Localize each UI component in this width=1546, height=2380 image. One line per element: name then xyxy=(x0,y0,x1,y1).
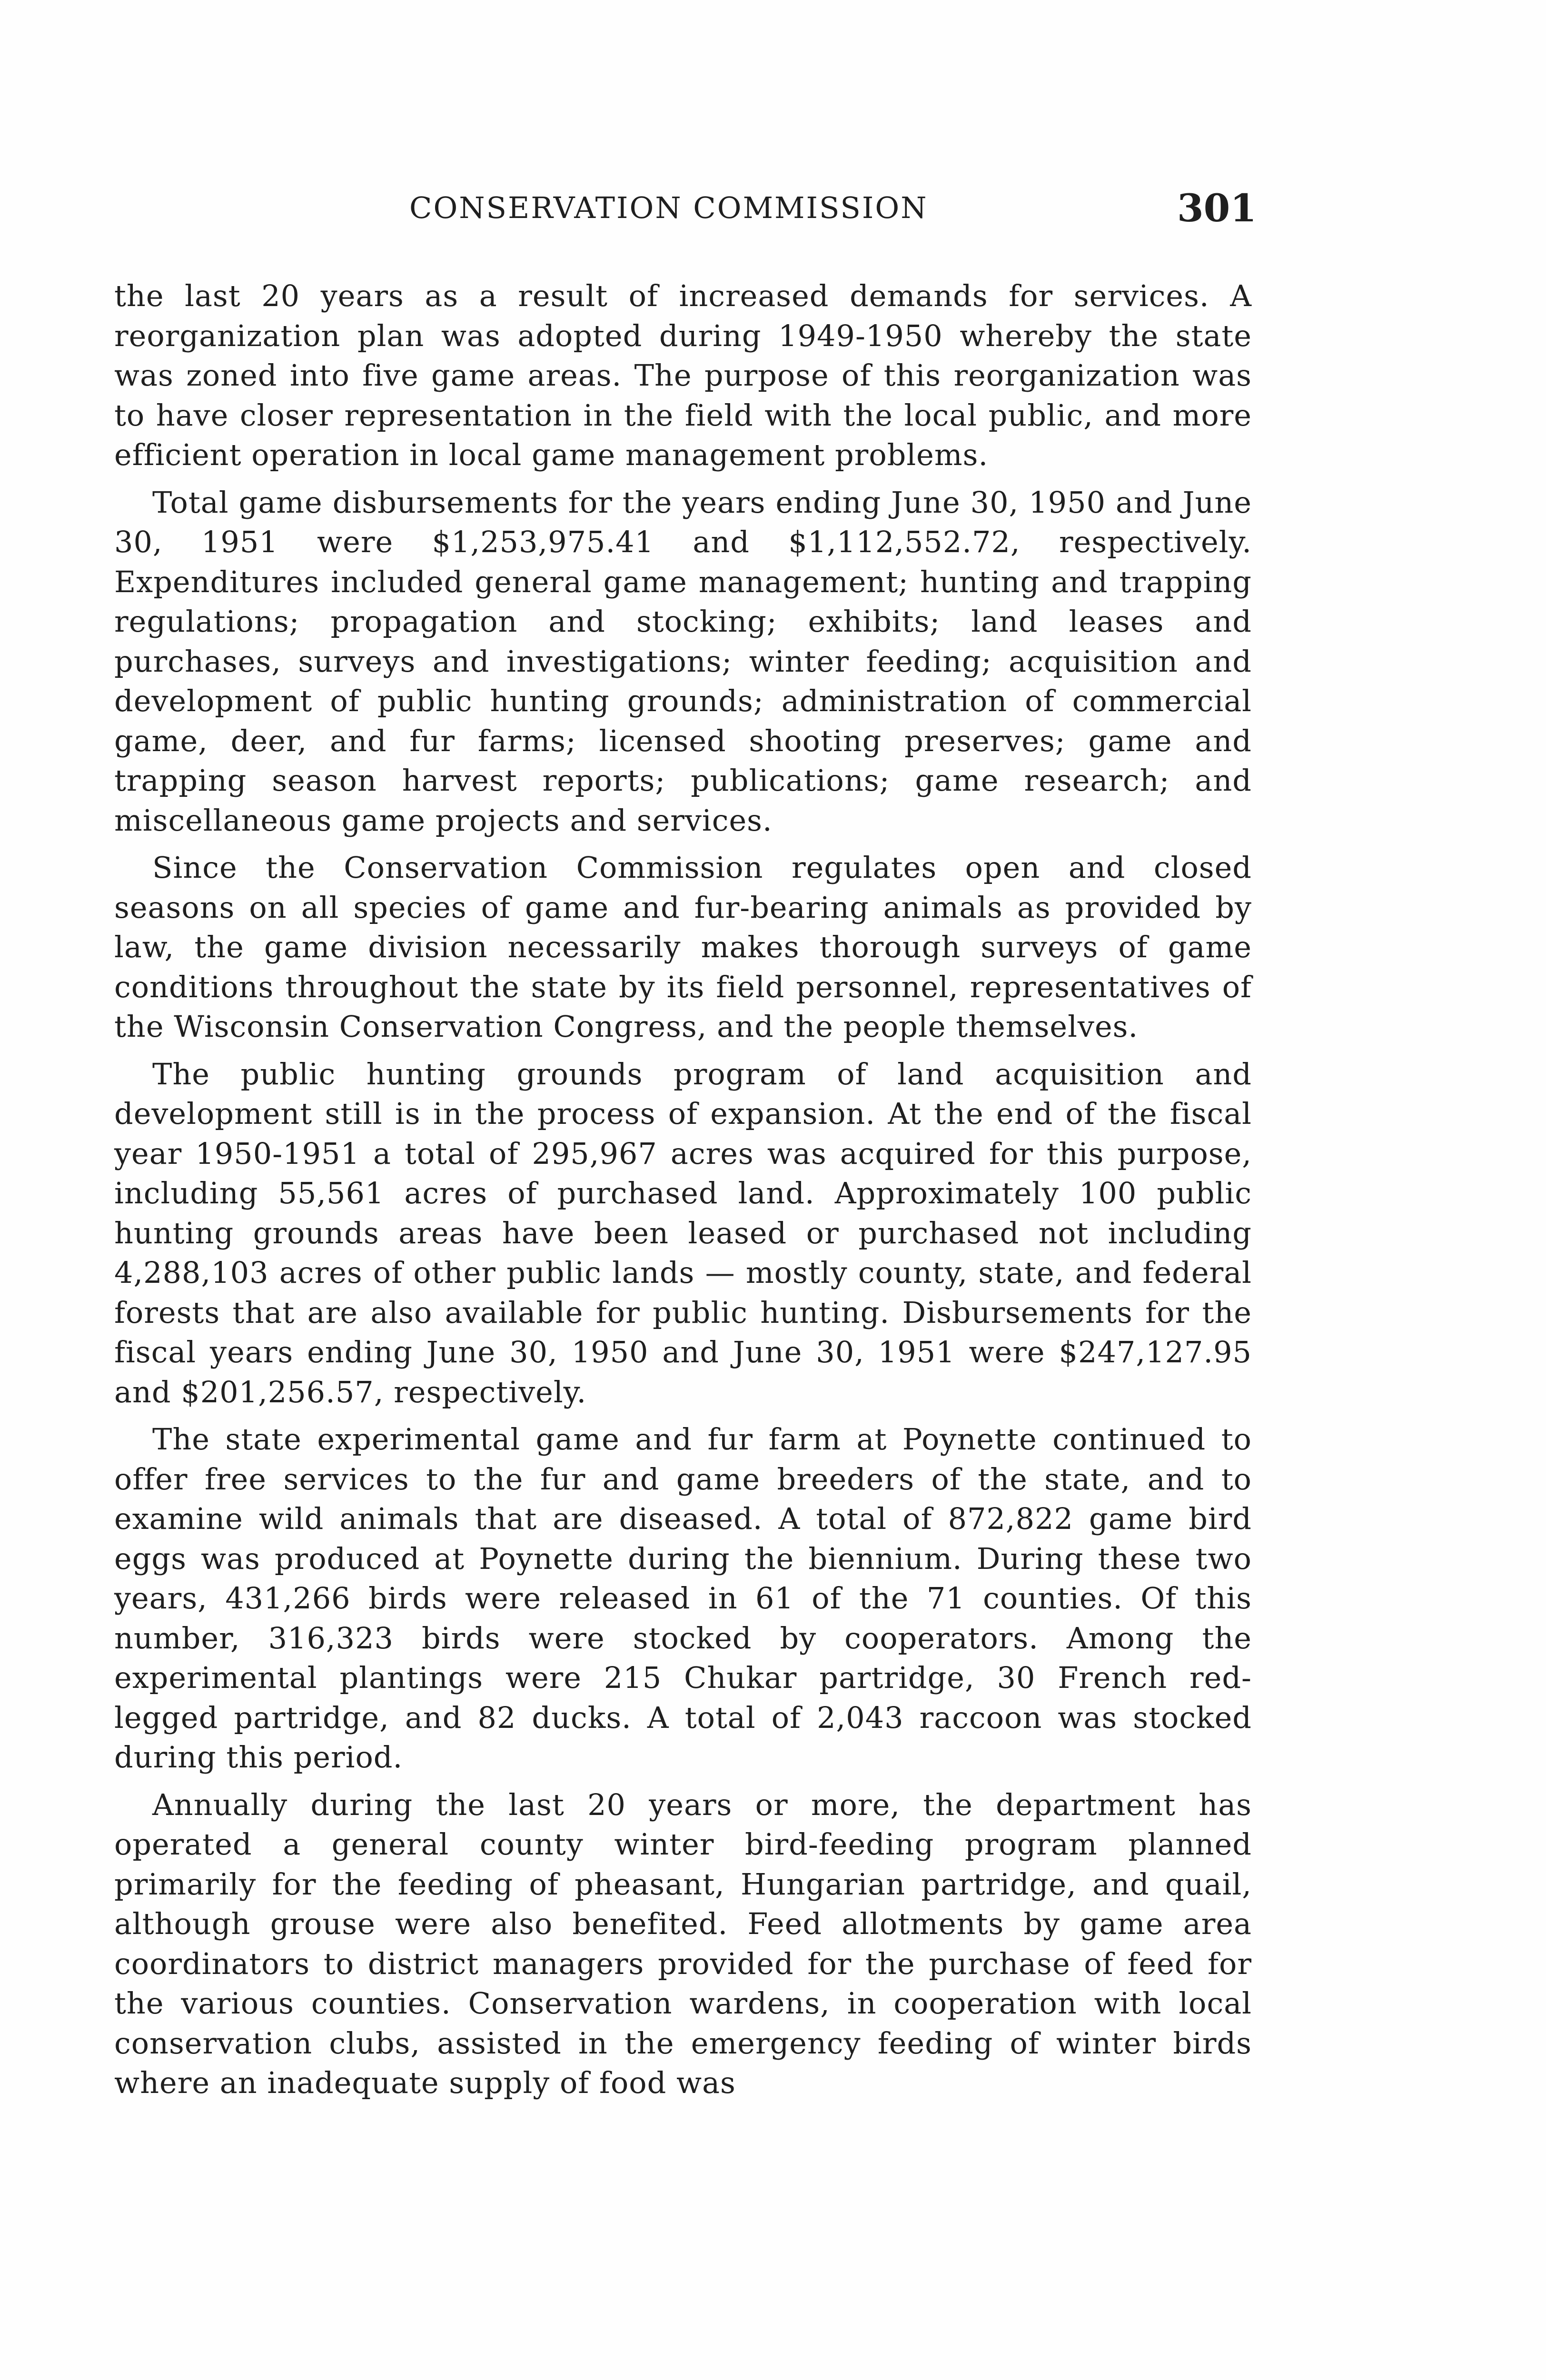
page-number: 301 xyxy=(1177,186,1257,230)
paragraph-continued: the last 20 years as a result of increased demands for services. A reorganization plan was adopted during 1949-1950 whereby the state was zoned into five game areas. The purpose of this reorganization was to have closer representation in the field with the local public, and more efficient operation in local game management problems. xyxy=(114,278,1252,472)
paragraph-public-hunting-grounds: The public hunting grounds program of land acquisition and development still is in the process of expansion. At the end of the fiscal year 1950-1951 a total of 295,967 acres was acquired for this purpose, including 55,561 acres of purchased land. Approximately 100 public hunting grounds areas have been leased or purchased not including 4,288,103 acres of other public lands — mostly county, state, and federal forests that are also available for public hunting. Disbursements for the fiscal years ending June 30, 1950 and June 30, 1951 were $247,127.95 and $201,256.57, respectively. xyxy=(114,1056,1252,1409)
paragraph-game-disbursements: Total game disbursements for the years ending June 30, 1950 and June 30, 1951 were $1,253,975.41 and $1,112,552.72, respectively. Expenditures included general game management; hunting and trapping regulations; propagation and stocking; exhibits; land leases and purchases, surveys and investigations; winter feeding; acquisition and development of public hunting grounds; administration of commercial game, deer, and fur farms; licensed shooting preserves; game and trapping season harvest reports; publications; game research; and miscellaneous game projects and services. xyxy=(114,485,1252,838)
paragraph-winter-bird-feeding: Annually during the last 20 years or more, the department has operated a general county winter bird-feeding program planned primarily for the feeding of pheasant, Hungarian partridge, and quail, although grouse were also benefited. Feed allotments by game area coordinators to district managers provided for the purchase of feed for the various counties. Conservation wardens, in cooperation with local conservation clubs, assisted in the emergency feeding of winter birds where an inadequate supply of food was xyxy=(114,1787,1252,2100)
paragraph-seasons-surveys: Since the Conservation Commission regulates open and closed seasons on all species of game and fur-bearing animals as provided by law, the game division necessarily makes thorough surveys of game conditions throughout the state by its field personnel, representatives of the Wisconsin Conservation Congress, and the people themselves. xyxy=(114,850,1252,1044)
running-header xyxy=(114,186,1257,238)
running-header-title: CONSERVATION COMMISSION xyxy=(409,190,928,225)
body-text xyxy=(114,276,1252,2111)
paragraph-experimental-game-farm: The state experimental game and fur farm at Poynette continued to offer free services to the fur and game breeders of the state, and to examine wild animals that are diseased. A total of 872,822 game bird eggs was produced at Poynette during the biennium. During these two years, 431,266 birds were released in 61 of the 71 counties. Of this number, 316,323 birds were stocked by cooperators. Among the experimental plantings were 215 Chukar partridge, 30 French red-legged partridge, and 82 ducks. A total of 2,043 raccoon was stocked during this period. xyxy=(114,1422,1252,1775)
